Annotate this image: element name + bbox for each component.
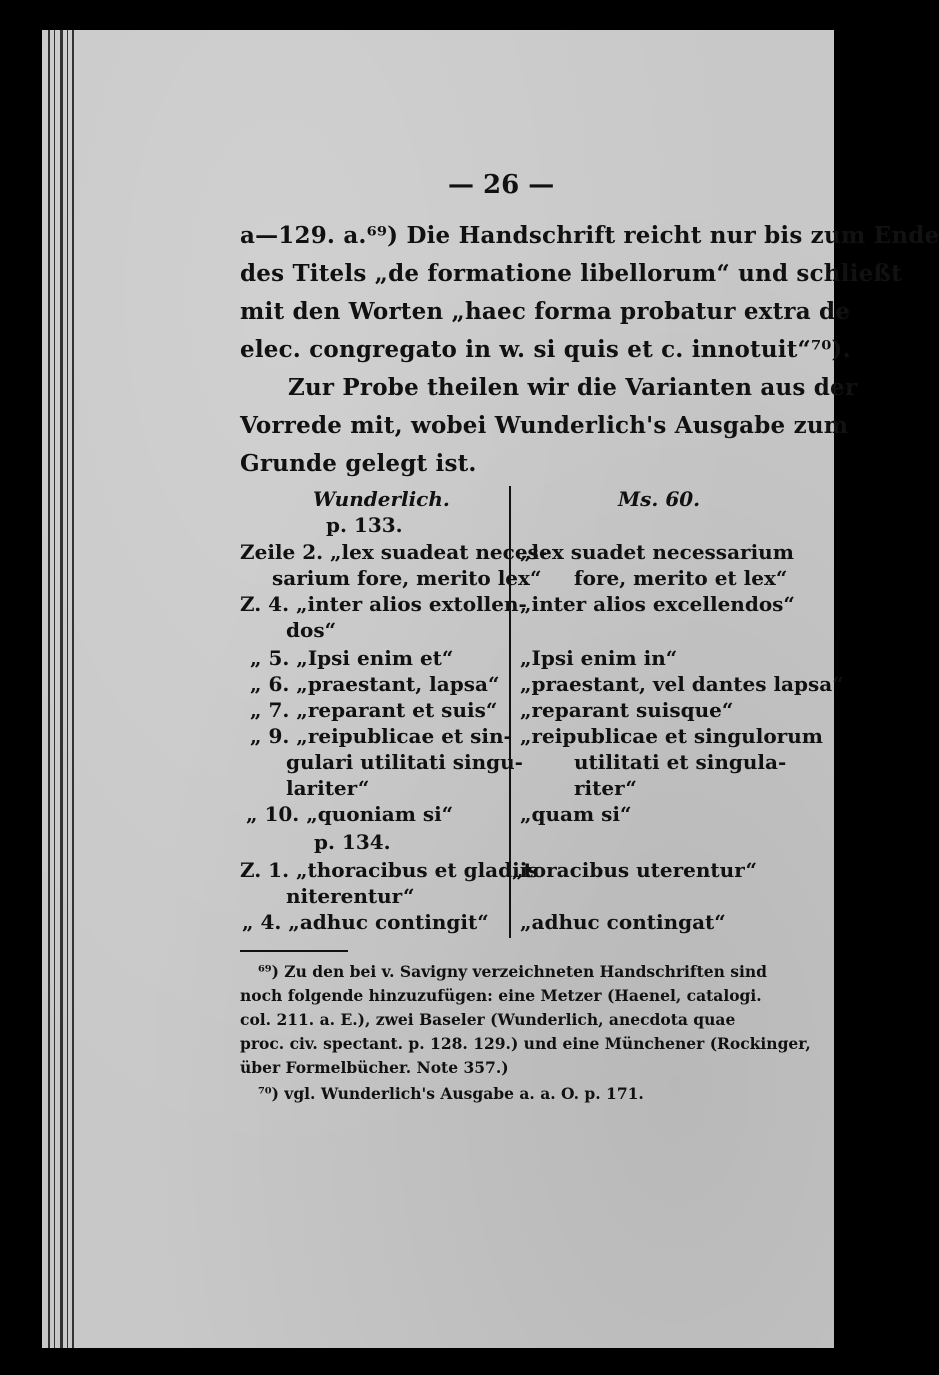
paragraph-line: des Titels „de formatione libellorum“ und schließt	[240, 260, 902, 287]
variant-right: „toracibus uterentur“	[512, 858, 757, 882]
footnote-line: über Formelbücher. Note 357.)	[240, 1058, 509, 1077]
variant-left: lariter“	[286, 776, 370, 800]
variant-right: „adhuc contingat“	[520, 910, 726, 934]
variant-right: fore, merito et lex“	[574, 566, 788, 590]
variant-right: „reipublicae et singulorum	[520, 724, 823, 748]
paragraph-line: a—129. a.⁶⁹) Die Handschrift reicht nur bis zum Ende	[240, 222, 939, 249]
left-column-header: Wunderlich.	[313, 487, 450, 511]
variant-left: „ 9. „reipublicae et sin-	[250, 724, 512, 748]
variant-left: „ 5. „Ipsi enim et“	[250, 646, 454, 670]
footnote-line: ⁷⁰) vgl. Wunderlich's Ausgabe a. a. O. p. 171.	[258, 1084, 644, 1103]
variant-left: gulari utilitati singu-	[286, 750, 523, 774]
page-edge-stack	[44, 30, 84, 1348]
paragraph-line: Vorrede mit, wobei Wunderlich's Ausgabe zum	[240, 412, 849, 439]
footnote-line: noch folgende hinzuzufügen: eine Metzer (Haenel, catalogi.	[240, 986, 762, 1005]
variant-left: „ 7. „reparant et suis“	[250, 698, 498, 722]
variant-left: dos“	[286, 618, 337, 642]
variant-left: „ 4. „adhuc contingit“	[242, 910, 489, 934]
footnote-line: col. 211. a. E.), zwei Baseler (Wunderlich, anecdota quae	[240, 1010, 736, 1029]
variant-left: Z. 1. „thoracibus et gladiis	[240, 858, 539, 882]
variant-right: „reparant suisque“	[520, 698, 734, 722]
paragraph-line: Grunde gelegt ist.	[240, 450, 477, 477]
variant-right: „praestant, vel dantes lapsa“	[520, 672, 844, 696]
footnote-rule	[240, 950, 348, 952]
page-number: — 26 —	[448, 170, 555, 200]
variant-left: Zeile 2. „lex suadeat neces-	[240, 540, 548, 564]
footnote-line: proc. civ. spectant. p. 128. 129.) und eine Münchener (Rockinger,	[240, 1034, 811, 1053]
right-column-header: Ms. 60.	[618, 487, 701, 511]
variant-left: niterentur“	[286, 884, 415, 908]
variant-right: utilitati et singula-	[574, 750, 787, 774]
paragraph-line: mit den Worten „haec forma probatur extra de	[240, 298, 851, 325]
page-reference: p. 134.	[314, 830, 391, 854]
variant-left: „ 10. „quoniam si“	[246, 802, 454, 826]
variant-left: „ 6. „praestant, lapsa“	[250, 672, 500, 696]
variant-right: „quam si“	[520, 802, 632, 826]
paragraph-line: Zur Probe theilen wir die Varianten aus der	[288, 374, 858, 401]
variant-right: „Ipsi enim in“	[520, 646, 678, 670]
footnote-line: ⁶⁹) Zu den bei v. Savigny verzeichneten Handschriften sind	[258, 962, 767, 981]
variant-left: Z. 4. „inter alios extollen-	[240, 592, 527, 616]
variant-right: „inter alios excellendos“	[520, 592, 795, 616]
page-reference: p. 133.	[326, 513, 403, 537]
variant-right: „lex suadet necessarium	[520, 540, 794, 564]
variant-right: riter“	[574, 776, 637, 800]
paragraph-line: elec. congregato in w. si quis et c. innotuit“⁷⁰).	[240, 336, 851, 363]
variant-left: sarium fore, merito lex“	[272, 566, 542, 590]
